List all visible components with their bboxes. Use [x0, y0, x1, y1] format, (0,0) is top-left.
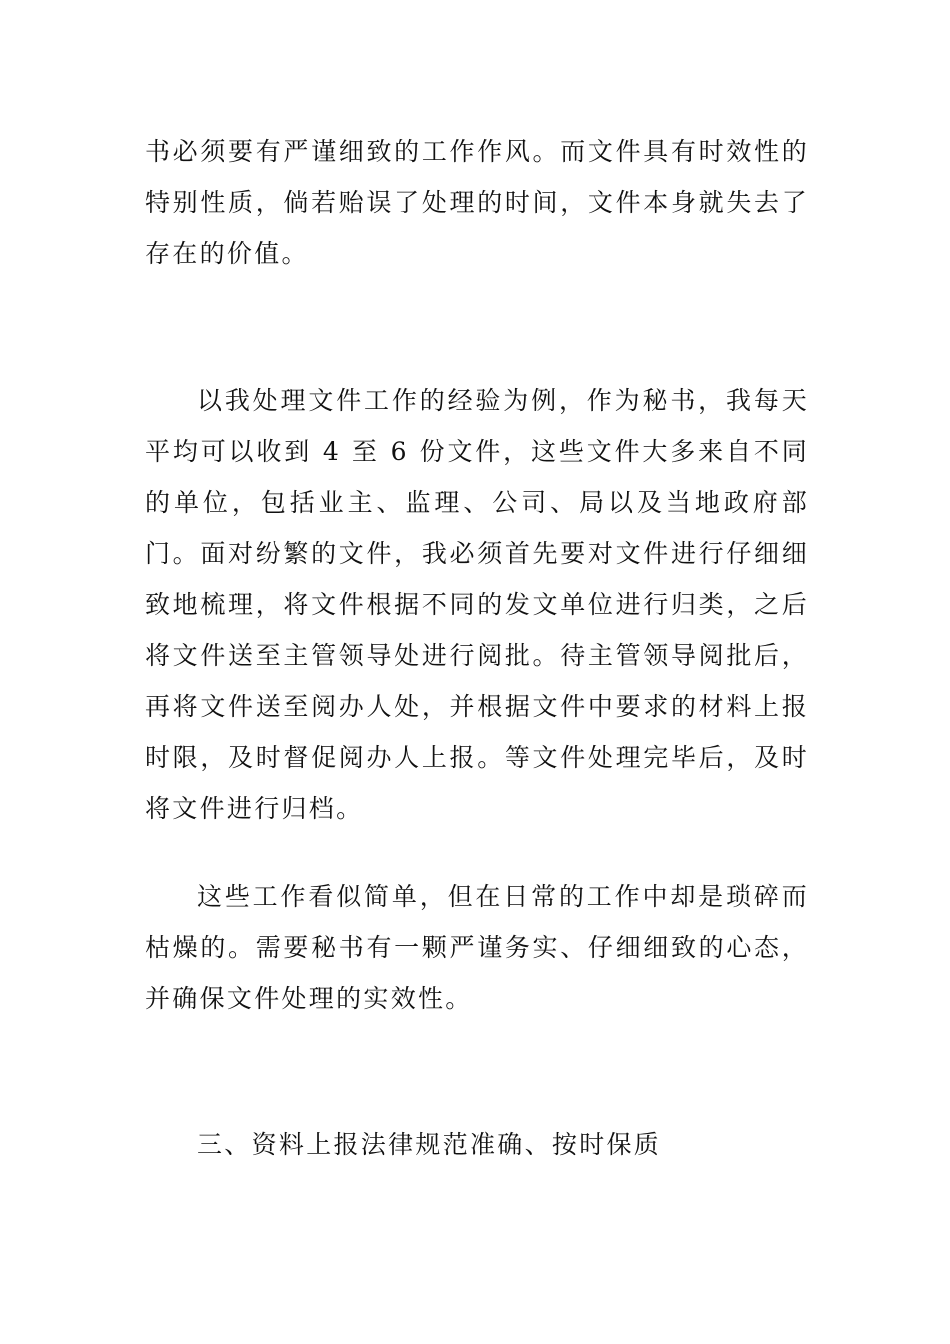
paragraph-file-handling-example: 以我处理文件工作的经验为例，作为秘书，我每天平均可以收到 4 至 6 份文件，这些文件大多来自不同的单位，包括业主、监理、公司、局以及当地政府部门。面对纷繁的文件，我必须首先要对文件进行仔细细致地梳理，将文件根据不同的发文单位进行归类，之后将文件送至主管领导处进行阅批。待主管领导阅批后，再将文件送至阅办人处，并根据文件中要求的材料上报时限，及时督促阅办人上报。等文件处理完毕后，及时将文件进行归档。 [145, 386, 809, 823]
paragraph-continuation: 书必须要有严谨细致的工作作风。而文件具有时效性的特别性质，倘若贻误了处理的时间，文件本身就失去了存在的价值。 [145, 137, 809, 268]
section-heading: 三、资料上报法律规范准确、按时保质 [197, 1130, 662, 1159]
paragraph-work-summary: 这些工作看似简单，但在日常的工作中却是琐碎而枯燥的。需要秘书有一颗严谨务实、仔细细致的心态，并确保文件处理的实效性。 [145, 882, 809, 1013]
